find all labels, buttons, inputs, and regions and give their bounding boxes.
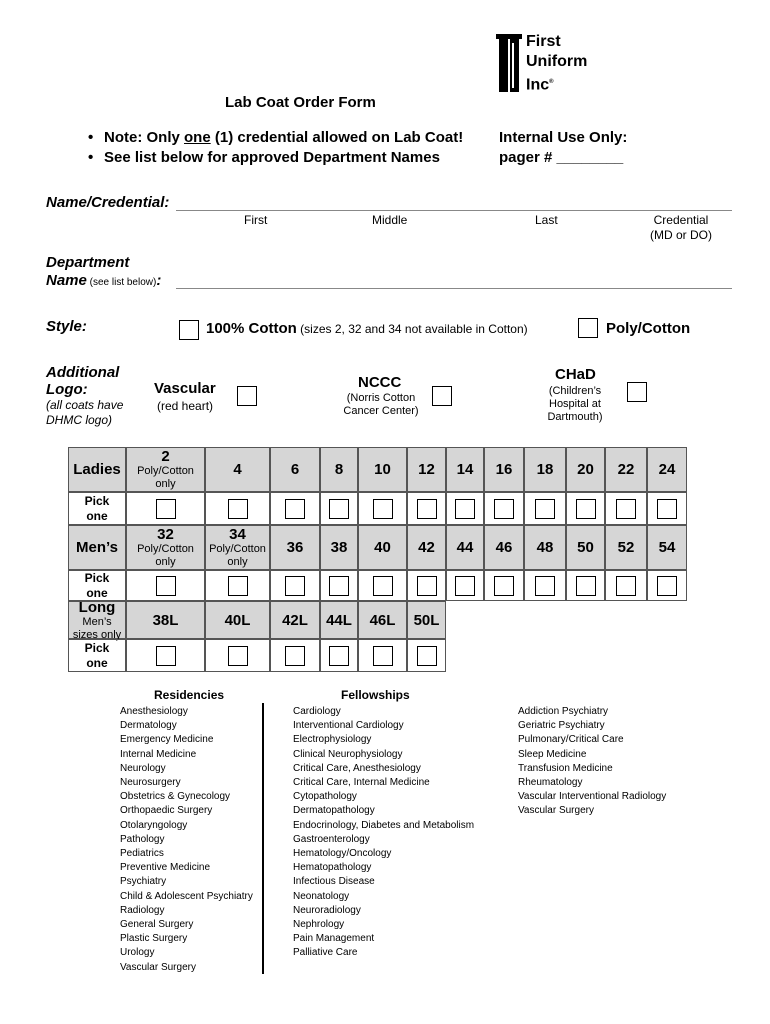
logo-line1: First (526, 33, 561, 50)
logo-mark-icon (496, 34, 522, 92)
name-credential-line[interactable] (176, 210, 732, 211)
list-item: Pathology (120, 833, 165, 845)
list-item: Interventional Cardiology (293, 720, 404, 732)
chad-logo-title: CHaD (555, 366, 596, 383)
mens-size-number: 46 (495, 539, 513, 556)
ladies-pick-cell (126, 492, 205, 525)
cotton-option-label: 100% Cotton (sizes 2, 32 and 34 not available in Cotton) (206, 320, 528, 337)
list-item: Clinical Neurophysiology (293, 748, 403, 760)
notes-list (88, 128, 463, 168)
ladies-pick-cell (484, 492, 524, 525)
mens-size-cell (566, 525, 605, 570)
list-item: Neurology (120, 762, 166, 774)
ladies-size-cell (446, 447, 484, 492)
ladies-size-number: 16 (495, 461, 513, 478)
ladies-size-cell (605, 447, 647, 492)
mens-pick-cell (446, 570, 484, 601)
long-size-number: 46L (369, 611, 396, 629)
long-size-cell (270, 601, 320, 639)
residencies-list (120, 705, 253, 975)
mens-size-checkbox[interactable] (417, 576, 437, 596)
mens-size-cell (126, 525, 205, 570)
logo-registered-mark: ® (549, 79, 554, 85)
mens-size-cell (320, 525, 358, 570)
mens-pick-cell (205, 570, 270, 601)
additional-logo-label: Additional Logo: (all coats have DHMC logo) (46, 364, 124, 427)
list-item: Critical Care, Anesthesiology (293, 762, 421, 774)
ladies-size-cell (407, 447, 446, 492)
mens-pick-cell (605, 570, 647, 601)
nccc-logo-sub: (Norris Cotton Cancer Center) (343, 392, 419, 417)
list-item: Psychiatry (120, 876, 167, 888)
list-item: Geriatric Psychiatry (518, 720, 605, 732)
long-size-cell (358, 601, 407, 639)
mens-pick-cell (358, 570, 407, 601)
pick-label-line2: one (86, 508, 108, 523)
long-pick-cell (205, 639, 270, 672)
long-size-checkbox[interactable] (417, 646, 437, 666)
mens-size-checkbox[interactable] (657, 576, 677, 596)
ladies-size-number: 20 (577, 461, 594, 478)
list-item: Emergency Medicine (120, 734, 214, 746)
long-pick-cell (270, 639, 320, 672)
style-label: Style: (46, 318, 87, 335)
long-pick-cell (407, 639, 446, 672)
note-item-credential: • Note: Only one (1) credential allowed on Lab Coat! (88, 129, 464, 146)
ladies-size-number: 14 (456, 461, 474, 478)
pick-label-line2: one (86, 655, 108, 670)
nccc-logo-checkbox[interactable] (432, 386, 452, 406)
list-item: Neonatology (293, 890, 350, 902)
list-item: Nephrology (293, 919, 345, 931)
list-item: Pain Management (293, 933, 375, 945)
list-divider (262, 703, 264, 974)
mens-size-number: 40 (374, 539, 391, 556)
list-item: Dermatopathology (293, 805, 375, 817)
list-item: Rheumatology (518, 777, 583, 789)
ladies-size-cell (358, 447, 407, 492)
pick-label-line1: Pick (84, 493, 110, 508)
ladies-size-checkbox[interactable] (657, 499, 677, 519)
internal-use-label: Internal Use Only: (499, 129, 628, 146)
ladies-size-checkbox[interactable] (455, 499, 475, 519)
department-line[interactable] (176, 288, 732, 289)
list-item: Anesthesiology (120, 706, 188, 717)
pick-label-line1: Pick (84, 570, 110, 585)
ladies-pick-cell (524, 492, 566, 525)
mens-size-number: 42 (418, 539, 435, 556)
mens-size-note: Poly/Cotton (209, 543, 266, 555)
list-item: Internal Medicine (120, 748, 197, 760)
long-label-text: Long (78, 598, 116, 616)
ladies-size-number: 10 (374, 461, 391, 478)
list-item: Electrophysiology (293, 734, 372, 746)
mens-size-number: 36 (286, 539, 304, 556)
long-size-number: 42L (282, 611, 308, 629)
long-size-number: 50L (413, 611, 440, 629)
note-item-department: • See list below for approved Department Names (88, 149, 440, 166)
mens-size-checkbox[interactable] (373, 576, 393, 596)
ladies-size-checkbox[interactable] (616, 499, 636, 519)
long-size-cell (320, 601, 358, 639)
list-item: Neurosurgery (120, 777, 181, 789)
middle-name-caption: Middle (372, 213, 408, 227)
pager-field[interactable]: pager # ________ (499, 149, 624, 166)
mens-size-number: 50 (577, 539, 594, 556)
ladies-pick-cell (605, 492, 647, 525)
ladies-pick-cell (566, 492, 605, 525)
ladies-size-number: 6 (290, 461, 300, 478)
form-title: Lab Coat Order Form (225, 94, 376, 111)
mens-size-checkbox[interactable] (576, 576, 596, 596)
list-item: Transfusion Medicine (518, 762, 613, 774)
ladies-pick-cell (270, 492, 320, 525)
ladies-pick-cell (446, 492, 484, 525)
ladies-pick-cell (647, 492, 687, 525)
list-item: General Surgery (120, 919, 194, 931)
ladies-size-number: 24 (658, 461, 676, 478)
mens-size-number: 38 (330, 539, 348, 556)
mens-size-number: 52 (617, 539, 635, 556)
long-size-checkbox[interactable] (285, 646, 305, 666)
name-credential-label: Name/Credential: (46, 194, 170, 211)
mens-pick-cell (126, 570, 205, 601)
ladies-size-cell (484, 447, 524, 492)
list-item: Hematology/Oncology (293, 848, 392, 860)
list-item: Vascular Surgery (518, 805, 594, 817)
list-item: Critical Care, Internal Medicine (293, 777, 430, 789)
list-item: Cytopathology (293, 791, 357, 803)
ladies-size-number: 8 (334, 461, 344, 478)
mens-size-checkbox[interactable] (329, 576, 349, 596)
mens-pick-cell (524, 570, 566, 601)
mens-pick-cell (270, 570, 320, 601)
bullet-icon: • (88, 129, 94, 146)
mens-size-cell (446, 525, 484, 570)
mens-size-number: 44 (456, 539, 474, 556)
mens-pick-label (68, 570, 126, 601)
long-size-cell (126, 601, 205, 639)
list-item: Hematopathology (293, 862, 372, 874)
mens-size-note: Poly/Cotton (137, 543, 194, 555)
mens-pick-cell (320, 570, 358, 601)
list-item: Preventive Medicine (120, 862, 211, 874)
mens-size-cell (407, 525, 446, 570)
long-pick-cell (320, 639, 358, 672)
list-item: Sleep Medicine (518, 748, 587, 760)
long-size-number: 38L (152, 611, 179, 629)
list-item: Gastroenterology (293, 833, 370, 845)
ladies-size-checkbox[interactable] (228, 499, 248, 519)
ladies-size-checkbox[interactable] (156, 499, 176, 519)
ladies-size-number: 18 (536, 461, 554, 478)
ladies-size-checkbox[interactable] (494, 499, 514, 519)
long-note-1: Men’s (82, 615, 112, 628)
mens-size-checkbox[interactable] (616, 576, 636, 596)
company-logo (496, 32, 606, 96)
mens-size-number: 54 (658, 539, 676, 556)
ladies-size-checkbox[interactable] (373, 499, 393, 519)
ladies-pick-cell (358, 492, 407, 525)
long-size-checkbox[interactable] (373, 646, 393, 666)
list-item: Cardiology (293, 706, 341, 717)
ladies-size-checkbox[interactable] (535, 499, 555, 519)
long-pick-label (68, 639, 126, 672)
ladies-size-number: 4 (233, 461, 242, 478)
list-item: Dermatology (120, 720, 177, 732)
ladies-size-cell (647, 447, 687, 492)
mens-size-cell (647, 525, 687, 570)
vascular-logo-checkbox[interactable] (237, 386, 257, 406)
mens-size-checkbox[interactable] (228, 576, 248, 596)
mens-pick-cell (407, 570, 446, 601)
long-pick-cell (126, 639, 205, 672)
ladies-size-number: 22 (617, 461, 635, 478)
list-item: Plastic Surgery (120, 933, 188, 945)
vascular-logo-sub: (red heart) (157, 399, 214, 413)
mens-size-checkbox[interactable] (156, 576, 176, 596)
ladies-size-note: Poly/Cotton (137, 465, 194, 477)
cotton-checkbox[interactable] (179, 320, 199, 340)
ladies-size-cell (205, 447, 270, 492)
list-item: Otolaryngology (120, 819, 188, 831)
ladies-pick-cell (205, 492, 270, 525)
ladies-size-checkbox[interactable] (329, 499, 349, 519)
long-row-label (68, 598, 126, 641)
ladies-pick-label (68, 492, 126, 525)
list-item: Endocrinology, Diabetes and Metabolism (293, 819, 475, 831)
list-item: Addiction Psychiatry (518, 706, 609, 717)
mens-size-number: 34 (229, 526, 246, 543)
first-name-caption: First (244, 213, 268, 227)
vascular-logo-title: Vascular (154, 380, 216, 397)
ladies-size-cell (524, 447, 566, 492)
list-item: Infectious Disease (293, 876, 375, 888)
ladies-size-number: 2 (161, 448, 170, 465)
list-item: Palliative Care (293, 947, 358, 959)
mens-size-cell (605, 525, 647, 570)
long-size-number: 40L (224, 611, 251, 629)
chad-logo-checkbox[interactable] (627, 382, 647, 402)
poly-cotton-option-label: Poly/Cotton (606, 320, 691, 337)
poly-cotton-checkbox[interactable] (578, 318, 598, 338)
nccc-logo-title: NCCC (358, 374, 402, 391)
mens-size-cell (524, 525, 566, 570)
mens-size-checkbox[interactable] (285, 576, 305, 596)
logo-line2: Uniform (526, 53, 588, 70)
ladies-label-text: Ladies (73, 461, 121, 478)
mens-size-checkbox[interactable] (535, 576, 555, 596)
list-item: Radiology (120, 904, 165, 916)
list-item: Urology (120, 947, 155, 959)
mens-pick-cell (647, 570, 687, 601)
ladies-size-cell (126, 447, 205, 492)
long-size-cell (205, 601, 270, 639)
ladies-size-checkbox[interactable] (285, 499, 305, 519)
mens-pick-cell (566, 570, 605, 601)
mens-size-number: 48 (536, 539, 554, 556)
list-item: Neuroradiology (293, 904, 361, 916)
list-item: Child & Adolescent Psychiatry (120, 890, 253, 902)
ladies-row-label (68, 447, 126, 492)
bullet-icon: • (88, 149, 94, 166)
pick-label-line2: one (86, 585, 108, 600)
list-item: Pediatrics (120, 848, 164, 860)
long-size-cell (407, 601, 446, 639)
ladies-size-number: 12 (418, 461, 435, 478)
long-size-number: 44L (326, 611, 352, 629)
mens-size-note: only (155, 556, 176, 568)
mens-size-number: 32 (157, 526, 174, 543)
ladies-size-cell (566, 447, 605, 492)
list-item: Orthopaedic Surgery (120, 805, 213, 817)
mens-pick-cell (484, 570, 524, 601)
pick-label-line1: Pick (84, 640, 110, 655)
mens-size-note: only (227, 556, 248, 568)
list-item: Vascular Surgery (120, 961, 196, 973)
mens-size-cell (484, 525, 524, 570)
list-item: Obstetrics & Gynecology (120, 791, 231, 803)
logo-line3: Inc (526, 76, 550, 94)
long-size-checkbox[interactable] (228, 646, 248, 666)
ladies-size-checkbox[interactable] (417, 499, 437, 519)
mens-size-cell (205, 525, 270, 570)
chad-logo-sub: (Children’s Hospital at Dartmouth) (547, 385, 603, 423)
ladies-pick-cell (320, 492, 358, 525)
ladies-size-checkbox[interactable] (576, 499, 596, 519)
mens-size-checkbox[interactable] (494, 576, 514, 596)
ladies-size-note: only (155, 478, 176, 490)
mens-size-cell (270, 525, 320, 570)
last-name-caption: Last (535, 213, 558, 227)
long-size-checkbox[interactable] (329, 646, 349, 666)
mens-size-cell (358, 525, 407, 570)
mens-size-checkbox[interactable] (455, 576, 475, 596)
residencies-heading: Residencies (154, 688, 225, 702)
long-pick-cell (358, 639, 407, 672)
internal-use-block (499, 128, 627, 168)
credential-caption: Credential (MD or DO) (650, 213, 712, 242)
fellowships-list-2 (518, 705, 666, 819)
long-size-checkbox[interactable] (156, 646, 176, 666)
mens-label-text: Men’s (76, 539, 118, 556)
ladies-size-cell (270, 447, 320, 492)
list-item: Vascular Interventional Radiology (518, 791, 667, 803)
fellowships-list (293, 705, 474, 961)
list-item: Pulmonary/Critical Care (518, 734, 624, 746)
ladies-size-cell (320, 447, 358, 492)
long-note-2: sizes only (72, 628, 122, 641)
ladies-pick-cell (407, 492, 446, 525)
fellowships-heading: Fellowships (341, 688, 410, 702)
mens-row-label (68, 525, 126, 570)
department-label: Department Name (see list below): (46, 254, 162, 289)
